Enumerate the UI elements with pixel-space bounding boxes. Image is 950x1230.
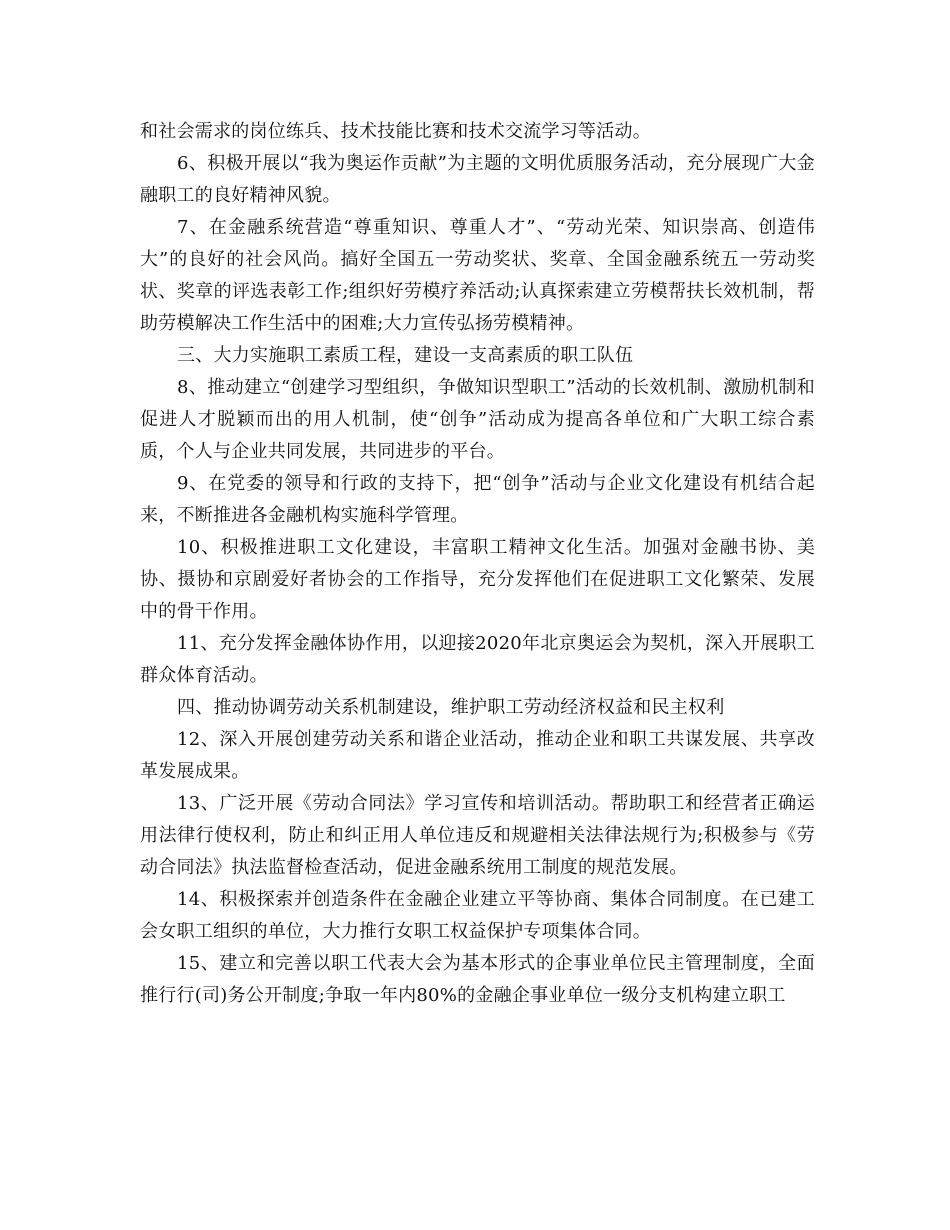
paragraph-item-11: 11、充分发挥金融体协作用，以迎接2020年北京奥运会为契机，深入开展职工群众体育活动。 [140, 633, 815, 686]
paragraph-continuation: 和社会需求的岗位练兵、技术技能比赛和技术交流学习等活动。 [140, 121, 651, 142]
paragraph-item-6: 6、积极开展以“我为奥运作贡献”为主题的文明优质服务活动，充分展现广大金融职工的良好精神风貌。 [140, 153, 815, 206]
paragraph-item-10: 10、积极推进职工文化建设，丰富职工精神文化生活。加强对金融书协、美协、摄协和京剧爱好者协会的工作指导，充分发挥他们在促进职工文化繁荣、发展中的骨干作用。 [140, 537, 815, 622]
paragraph-item-8: 8、推动建立“创建学习型组织，争做知识型职工”活动的长效机制、激励机制和促进人才脱颖而出的用人机制，使“创争”活动成为提高各单位和广大职工综合素质，个人与企业共同发展，共同进步的平台。 [140, 377, 815, 462]
paragraph-item-7: 7、在金融系统营造“尊重知识、尊重人才”、“劳动光荣、知识崇高、创造伟大”的良好的社会风尚。搞好全国五一劳动奖状、奖章、全国金融系统五一劳动奖状、奖章的评选表彰工作;组织好劳模疗养活动;认真探索建立劳模帮扶长效机制，帮助劳模解决工作生活中的困难;大力宣传弘扬劳模精神。 [140, 217, 815, 334]
paragraph-item-15: 15、建立和完善以职工代表大会为基本形式的企事业单位民主管理制度，全面推行行(司)务公开制度;争取一年内80%的金融企事业单位一级分支机构建立职工 [140, 953, 815, 1006]
section-heading-3: 三、大力实施职工素质工程，建设一支高素质的职工队伍 [177, 345, 634, 366]
paragraph-item-13: 13、广泛开展《劳动合同法》学习宣传和培训活动。帮助职工和经营者正确运用法律行使权利，防止和纠正用人单位违反和规避相关法律法规行为;积极参与《劳动合同法》执法监督检查活动，促进金融系统用工制度的规范发展。 [140, 793, 815, 878]
paragraph-item-14: 14、积极探索并创造条件在金融企业建立平等协商、集体合同制度。在已建工会女职工组织的单位，大力推行女职工权益保护专项集体合同。 [140, 889, 815, 942]
document-page [140, 116, 815, 1012]
paragraph-item-9: 9、在党委的领导和行政的支持下，把“创争”活动与企业文化建设有机结合起来，不断推进各金融机构实施科学管理。 [140, 473, 815, 526]
section-heading-4: 四、推动协调劳动关系机制建设，维护职工劳动经济权益和民主权利 [177, 697, 725, 718]
paragraph-item-12: 12、深入开展创建劳动关系和谐企业活动，推动企业和职工共谋发展、共享改革发展成果。 [140, 729, 815, 782]
